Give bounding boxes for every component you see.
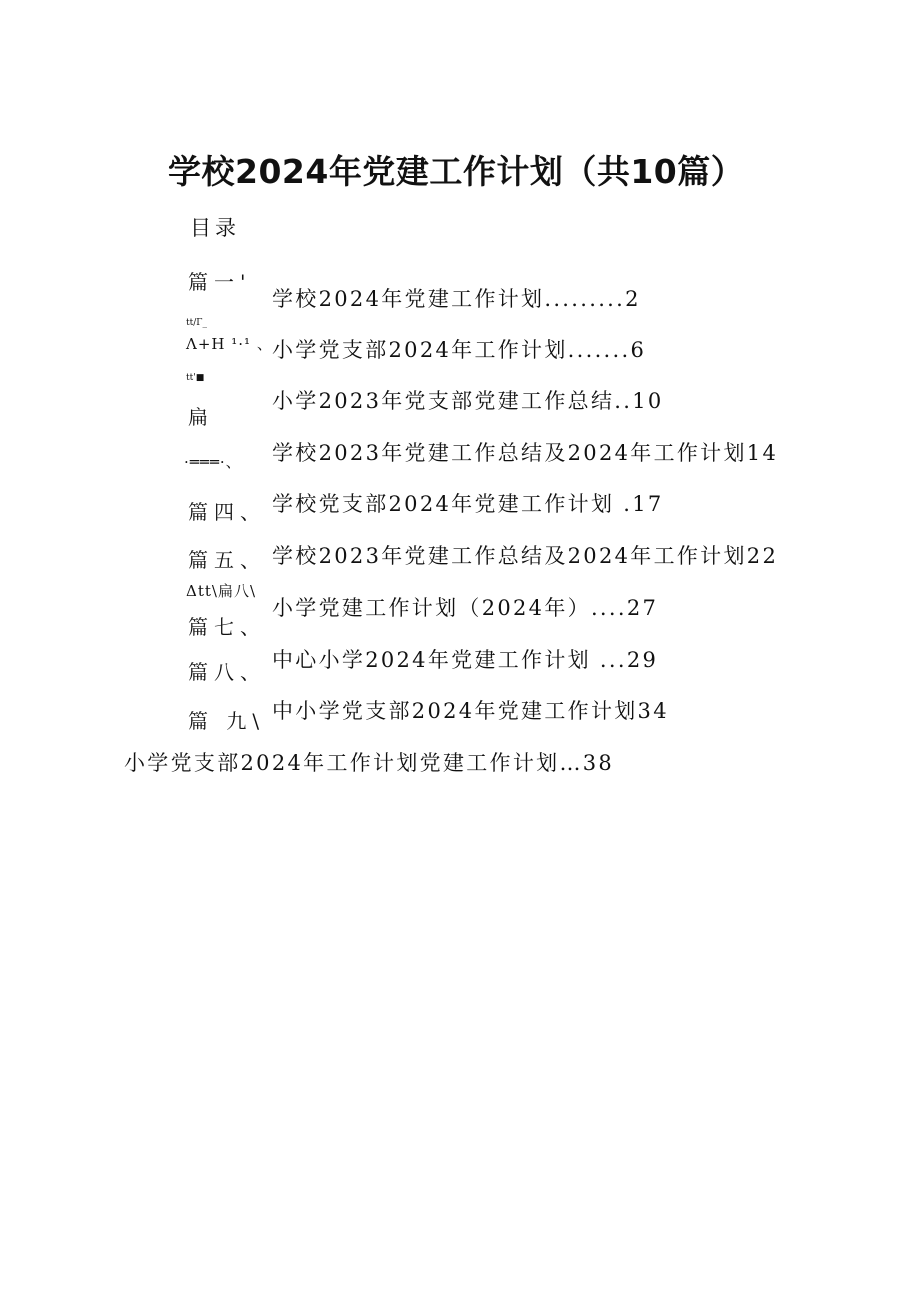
toc-label-9: Δtt\扁八\ [186,582,256,600]
toc-label-3: Λ+H ¹·¹ 、 [186,335,273,353]
toc-label-10: 篇七、 [188,615,266,639]
toc-label-8: 篇五、 [188,548,266,572]
toc-entry-2: 小学党支部2024年工作计划.......6 [272,338,647,362]
toc-label-12: 篇 九\ [188,709,266,733]
toc-heading: 目录 [190,216,240,240]
toc-label-11: 篇八、 [188,660,266,684]
toc-label-7: 篇四、 [188,500,266,524]
toc-entry-7: 小学党建工作计划（2024年）....27 [272,596,659,620]
toc-label-2: tt/Γ_ [186,318,208,328]
toc-label-1: 篇一' [188,270,252,294]
toc-label-6: ·═══·、 [184,453,242,471]
toc-label-4: tt'■ [186,373,205,383]
toc-entry-10: 小学党支部2024年工作计划党建工作计划…38 [124,751,615,775]
toc-entry-9: 中小学党支部2024年党建工作计划34 [272,699,669,723]
toc-label-5: 扁 [188,405,214,429]
document-title: 学校2024年党建工作计划（共10篇） [168,152,745,191]
toc-entry-3: 小学2023年党支部党建工作总结..10 [272,389,664,413]
toc-entry-4: 学校2023年党建工作总结及2024年工作计划14 [272,441,779,465]
toc-entry-5: 学校党支部2024年党建工作计划 .17 [272,492,664,516]
toc-entry-1: 学校2024年党建工作计划.........2 [272,287,641,311]
toc-entry-8: 中心小学2024年党建工作计划 ...29 [272,648,659,672]
toc-entry-6: 学校2023年党建工作总结及2024年工作计划22 [272,544,779,568]
